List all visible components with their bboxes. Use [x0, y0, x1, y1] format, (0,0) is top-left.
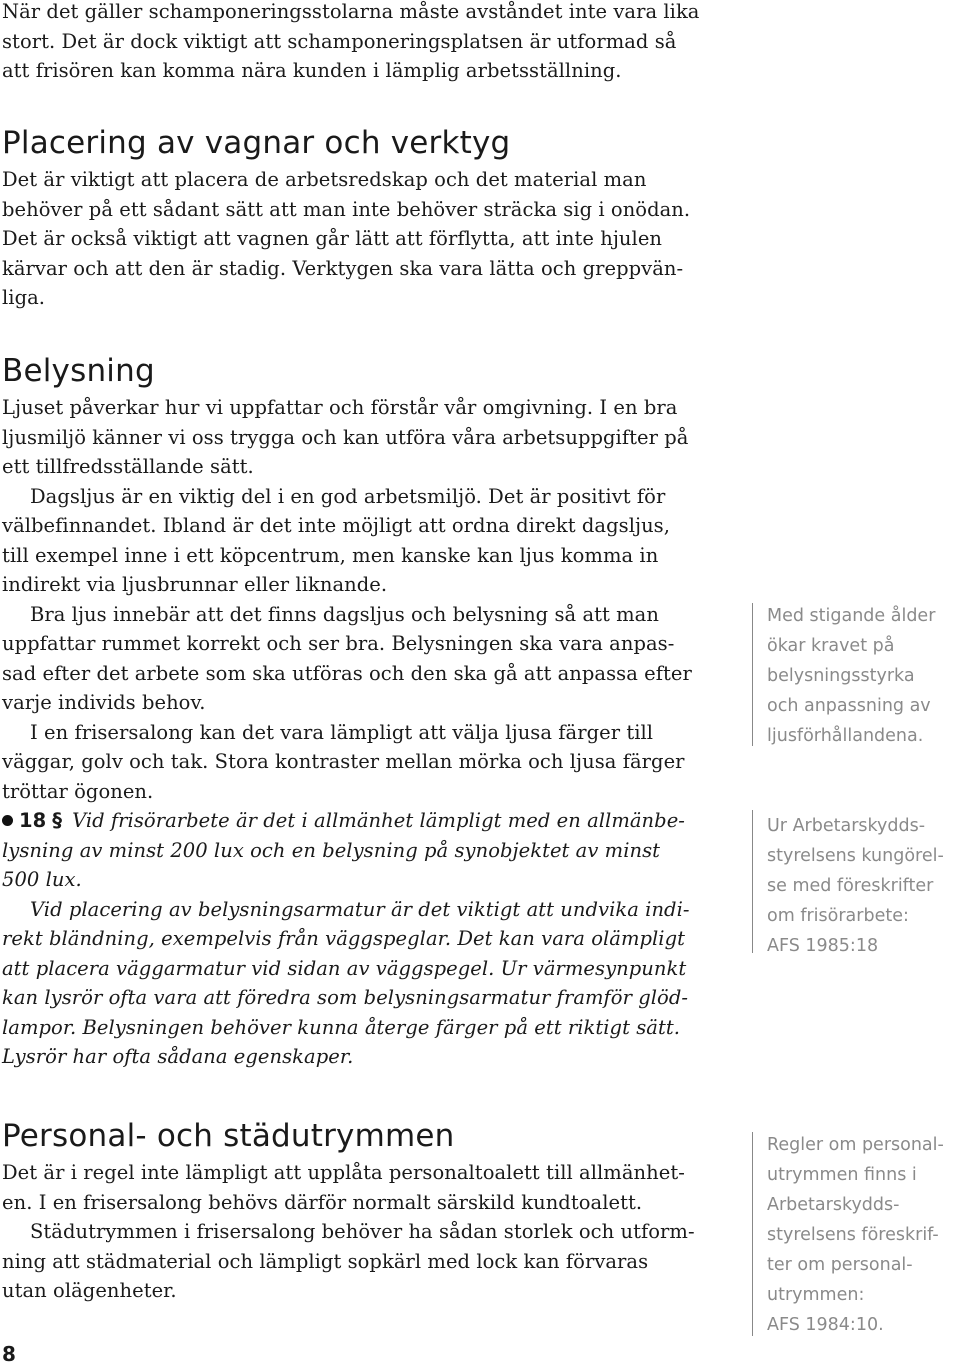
text-line: indirekt via ljusbrunnar eller liknande. [2, 573, 388, 596]
text-line: liga. [2, 286, 46, 309]
text-line: en. I en frisersalong behövs därför normalt särskild kundtoalett. [2, 1190, 643, 1214]
text-line: Vid placering av belysningsarmatur är det viktigt att undvika indi- [30, 897, 690, 921]
text-line: Bra ljus innebär att det finns dagsljus och belysning så att man [30, 602, 659, 626]
side-line: om frisörarbete: [767, 906, 909, 926]
side-line: ökar kravet på [767, 636, 895, 656]
side-line: ter om personal- [767, 1255, 913, 1275]
text-line: lampor. Belysningen behöver kunna återge färger på ett riktigt sätt. [2, 1015, 680, 1039]
text-line: väggar, golv och tak. Stora kontraster mellan mörka och ljusa färger [2, 750, 685, 773]
text-line: behöver på ett sådant sätt att man inte behöver sträcka sig i onödan. [2, 197, 691, 221]
section-placering-text [2, 165, 690, 313]
heading-belysning: Belysning [2, 353, 155, 389]
intro-paragraph [2, 0, 700, 86]
text-line: 500 lux. [2, 868, 82, 891]
text-line: kan lysrör ofta vara att föredra som belysningsarmatur framför glöd- [2, 986, 688, 1009]
text-line: rekt bländning, exempelvis från väggspeglar. Det kan vara olämpligt [2, 927, 686, 950]
text-line: ning att städmaterial och lämpligt sopkärl med lock kan förvaras [2, 1249, 649, 1273]
text-line: Det är viktigt att placera de arbetsredskap och det material man [2, 168, 647, 191]
sidebar-note-lighting [767, 601, 960, 751]
section-personal-text [2, 1158, 695, 1306]
sidebar-note-afs-1984 [767, 1130, 960, 1340]
side-line: Arbetarskydds- [767, 1195, 900, 1215]
side-line: AFS 1984:10. [767, 1315, 884, 1335]
text-line: kärvar och att den är stadig. Verktygen ska vara lätta och greppvän- [2, 256, 684, 280]
text-line: Ljuset påverkar hur vi uppfattar och förstår vår omgivning. I en bra [2, 396, 678, 419]
text-line: Dagsljus är en viktig del i en god arbetsmiljö. Det är positivt för [30, 484, 666, 508]
bullet-icon [2, 815, 13, 826]
text-line: Städutrymmen i frisersalong behöver ha sådan storlek och utform- [30, 1220, 695, 1243]
side-line: se med föreskrifter [767, 876, 934, 896]
side-line: utrymmen: [767, 1285, 865, 1305]
sidebar-note-afs-1985 [767, 811, 960, 961]
italic-paragraph [2, 895, 744, 1072]
side-line: styrelsens kungörel- [767, 846, 944, 866]
section-belysning-text [2, 393, 744, 1072]
regulation-paragraph [2, 806, 744, 895]
text-line: Vid frisörarbete är det i allmänhet lämpligt med en allmänbe- [72, 809, 685, 832]
side-line: AFS 1985:18 [767, 936, 879, 956]
heading-placering: Placering av vagnar och verktyg [2, 125, 511, 161]
text-line: utan olägenheter. [2, 1279, 177, 1302]
heading-personal: Personal- och städutrymmen [2, 1118, 455, 1154]
side-line: Regler om personal- [767, 1135, 944, 1155]
text-line: I en frisersalong kan det vara lämpligt att välja ljusa färger till [30, 720, 654, 744]
text-line: När det gäller schamponeringsstolarna måste avståndet inte vara lika [2, 0, 700, 23]
text-line: sad efter det arbete som ska utföras och den ska gå att anpassa efter [2, 661, 692, 685]
text-line: Det är i regel inte lämpligt att upplåta personaltoalett till allmänhet- [2, 1161, 685, 1184]
side-line: belysningsstyrka [767, 666, 915, 686]
page-number: 8 [2, 1342, 16, 1366]
sidebar-divider [752, 603, 753, 746]
text-line: Lysrör har ofta sådana egenskaper. [2, 1045, 354, 1068]
text-line: att placera väggarmatur vid sidan av väggspegel. Ur värmesynpunkt [2, 956, 687, 980]
text-line: ljusmiljö känner vi oss trygga och kan utföra våra arbetsuppgifter på [2, 425, 689, 449]
text-line: ett tillfredsställande sätt. [2, 455, 254, 478]
side-line: Ur Arbetarskydds- [767, 816, 926, 836]
text-line: att frisören kan komma nära kunden i lämplig arbetsställning. [2, 59, 622, 82]
text-line: uppfattar rummet korrekt och ser bra. Belysningen ska vara anpas- [2, 632, 675, 655]
paragraph-symbol: § [52, 809, 63, 832]
side-line: styrelsens föreskrif- [767, 1225, 939, 1245]
regulation-number: 18 [19, 809, 47, 832]
text-line: Det är också viktigt att vagnen går lätt att förflytta, att inte hjulen [2, 227, 663, 250]
text-line: tröttar ögonen. [2, 779, 154, 803]
sidebar-divider [752, 810, 753, 953]
text-line: välbefinnandet. Ibland är det inte möjligt att ordna direkt dagsljus, [2, 514, 670, 537]
text-line: lysning av minst 200 lux och en belysning på synobjektet av minst [2, 838, 661, 862]
side-line: Med stigande ålder [767, 606, 936, 626]
sidebar-divider [752, 1132, 753, 1336]
side-line: utrymmen finns i [767, 1165, 917, 1185]
text-line: varje individs behov. [2, 691, 206, 714]
side-line: och anpassning av [767, 696, 931, 716]
text-line: stort. Det är dock viktigt att schamponeringsplatsen är utformad så [2, 29, 677, 53]
text-line: till exempel inne i ett köpcentrum, men kanske kan ljus komma in [2, 543, 659, 567]
side-line: ljusförhållandena. [767, 726, 924, 746]
